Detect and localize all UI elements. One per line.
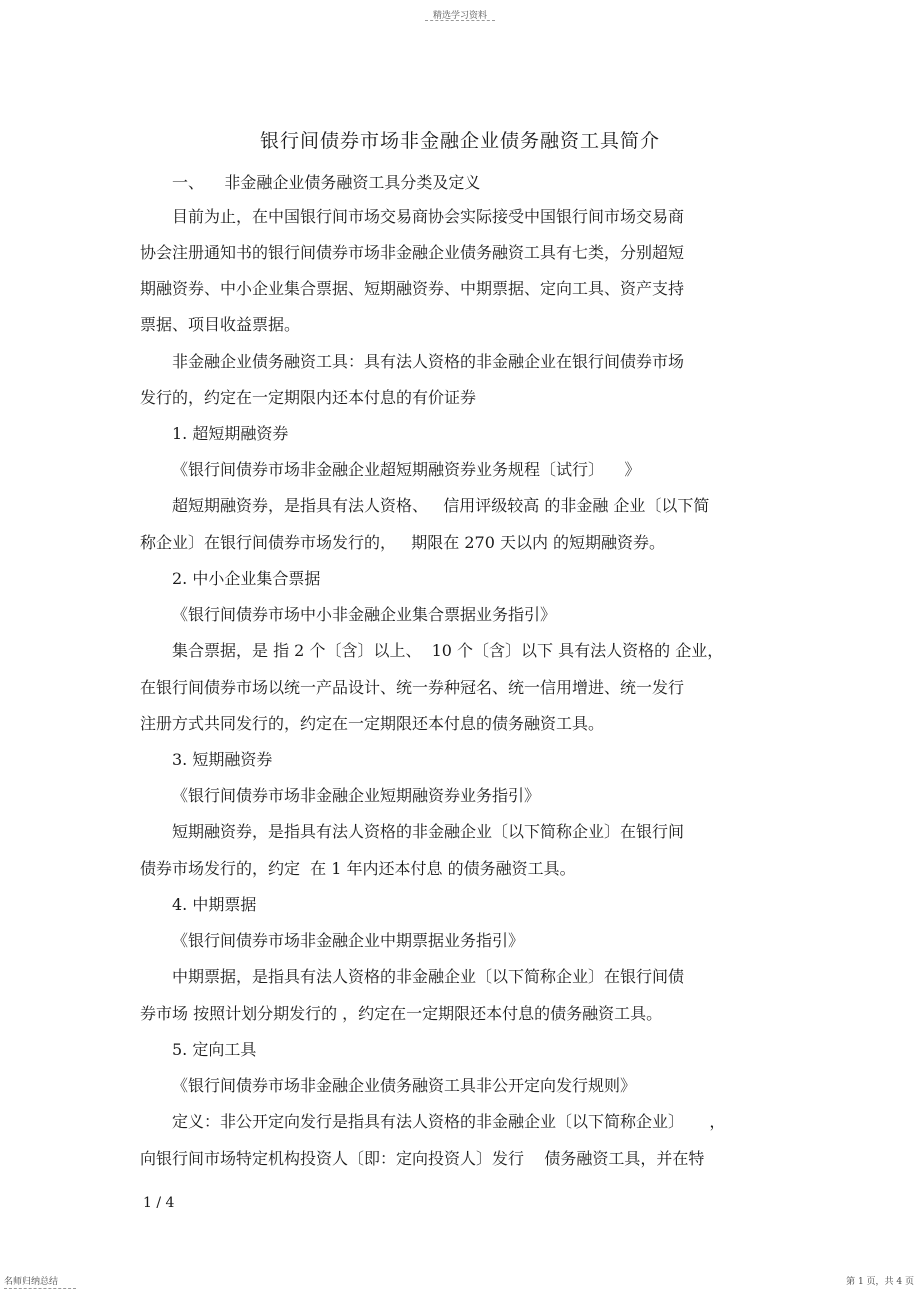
- footer-left-note: 名师归纳总结: [4, 1277, 59, 1287]
- reference-title: 《银行间债券市场非金融企业短期融资券业务指引》: [172, 786, 541, 805]
- reference-title: 《银行间债券市场非金融企业超短期融资券业务规程〔试行〕 》: [172, 460, 641, 479]
- paragraph-line: 中期票据，是指具有法人资格的非金融企业〔以下简称企业〕在银行间债: [172, 967, 685, 986]
- reference-title: 《银行间债券市场中小非金融企业集合票据业务指引》: [172, 605, 557, 624]
- footer-divider: [4, 1288, 76, 1289]
- paragraph-line: 集合票据，是 指 2 个〔含〕以上、 10 个〔含〕以下 具有法人资格的 企业，: [172, 641, 724, 660]
- paragraph-line: 注册方式共同发行的，约定在一定期限还本付息的债务融资工具。: [140, 714, 605, 733]
- page-number: 1 / 4: [143, 1195, 175, 1211]
- reference-title: 《银行间债券市场非金融企业中期票据业务指引》: [172, 931, 525, 950]
- subsection-heading: 4. 中期票据: [172, 895, 257, 914]
- document-title: 银行间债券市场非金融企业债务融资工具简介: [259, 130, 660, 152]
- paragraph-line: 协会注册通知书的银行间债券市场非金融企业债务融资工具有七类，分别超短: [140, 243, 685, 262]
- paragraph-line: 向银行间市场特定机构投资人〔即：定向投资人〕发行 债务融资工具，并在特: [140, 1149, 705, 1168]
- paragraph-line: 发行的，约定在一定期限内还本付息的有价证券: [140, 388, 477, 407]
- paragraph-line: 短期融资券，是指具有法人资格的非金融企业〔以下简称企业〕在银行间: [172, 822, 685, 841]
- paragraph-line: 券市场 按照计划分期发行的 ，约定在一定期限还本付息的债务融资工具。: [140, 1004, 663, 1023]
- header-divider: [425, 20, 495, 21]
- subsection-heading: 3. 短期融资券: [172, 750, 273, 769]
- paragraph-line: 债券市场发行的，约定 在 1 年内还本付息 的债务融资工具。: [140, 859, 576, 878]
- header-note: 精选学习资料: [432, 11, 487, 21]
- subsection-heading: 1. 超短期融资券: [172, 424, 289, 443]
- subsection-heading: 5. 定向工具: [172, 1040, 257, 1059]
- paragraph-line: 目前为止，在中国银行间市场交易商协会实际接受中国银行间市场交易商: [172, 207, 685, 226]
- paragraph-line: 票据、项目收益票据。: [140, 315, 301, 334]
- paragraph-line: 期融资券、中小企业集合票据、短期融资券、中期票据、定向工具、资产支持: [140, 279, 685, 298]
- reference-title: 《银行间债券市场非金融企业债务融资工具非公开定向发行规则》: [172, 1076, 637, 1095]
- paragraph-line: 定义：非公开定向发行是指具有法人资格的非金融企业〔以下简称企业〕 ，: [172, 1112, 726, 1131]
- footer-page-indicator: 第 1 页，共 4 页: [846, 1277, 914, 1287]
- paragraph-line: 超短期融资券，是指具有法人资格、 信用评级较高 的非金融 企业〔以下简: [172, 496, 710, 515]
- paragraph-line: 称企业〕在银行间债券市场发行的， 期限在 270 天以内 的短期融资券。: [140, 533, 666, 552]
- paragraph-line: 在银行间债券市场以统一产品设计、统一券种冠名、统一信用增进、统一发行: [140, 678, 685, 697]
- section-heading: 一、 非金融企业债务融资工具分类及定义: [172, 173, 481, 192]
- subsection-heading: 2. 中小企业集合票据: [172, 569, 321, 588]
- paragraph-line: 非金融企业债务融资工具：具有法人资格的非金融企业在银行间债券市场: [172, 352, 685, 371]
